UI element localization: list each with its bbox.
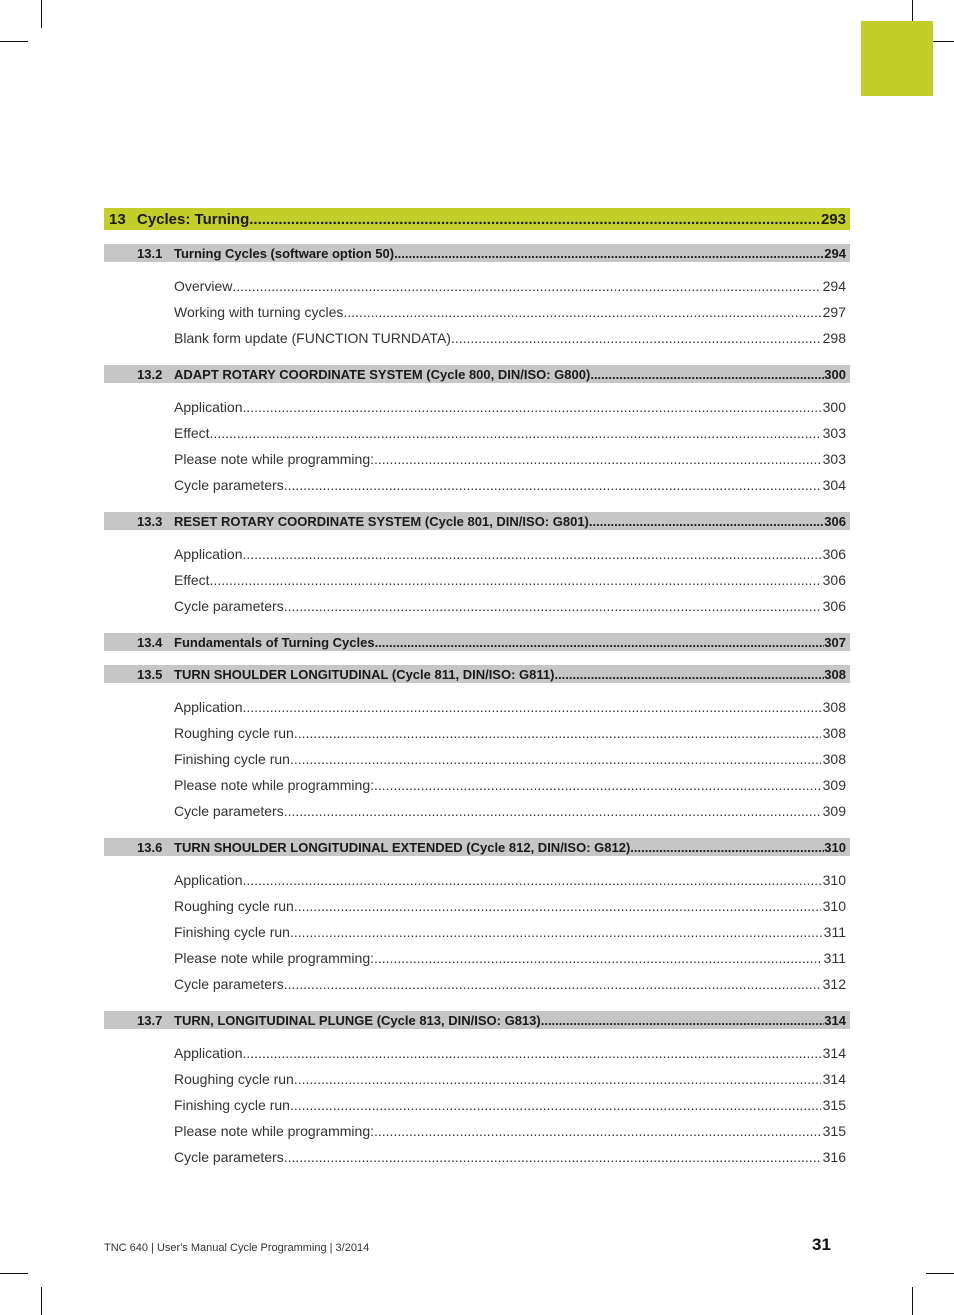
entry-title: Please note while programming:	[174, 451, 374, 467]
entry-list	[104, 867, 850, 997]
entry-title: Cycle parameters	[174, 803, 284, 819]
section-title: TURN SHOULDER LONGITUDINAL EXTENDED (Cycle 812, DIN/ISO: G812)	[174, 839, 631, 855]
dot-leader	[284, 1149, 821, 1165]
section-heading[interactable]	[104, 1011, 850, 1029]
entry-title: Finishing cycle run	[174, 1097, 290, 1113]
entry-title: Roughing cycle run	[174, 1071, 294, 1087]
toc-entry[interactable]	[104, 746, 850, 772]
section-list	[104, 244, 850, 1170]
entry-title: Effect	[174, 572, 210, 588]
section-number: 13.7	[137, 1012, 163, 1028]
section-title: ADAPT ROTARY COORDINATE SYSTEM (Cycle 800, DIN/ISO: G800)	[174, 366, 591, 382]
toc-entry[interactable]	[104, 541, 850, 567]
dot-leader	[374, 1123, 821, 1139]
entry-page: 311	[823, 924, 846, 940]
entry-page: 309	[822, 777, 846, 793]
section-title: Turning Cycles (software option 50)	[174, 245, 395, 261]
entry-title: Application	[174, 699, 243, 715]
section-heading[interactable]	[104, 365, 850, 383]
entry-list	[104, 541, 850, 619]
toc-entry[interactable]	[104, 694, 850, 720]
dot-leader	[284, 976, 821, 992]
dot-leader	[243, 546, 821, 562]
toc-entry[interactable]	[104, 299, 850, 325]
entry-page: 311	[823, 950, 846, 966]
entry-page: 298	[822, 330, 846, 346]
chapter-color-tab	[861, 21, 933, 96]
entry-page: 316	[822, 1149, 846, 1165]
section-number: 13.3	[137, 513, 163, 529]
entry-page: 315	[822, 1123, 846, 1139]
chapter-page: 293	[820, 210, 846, 228]
dot-leader	[290, 924, 822, 940]
toc-entry[interactable]	[104, 893, 850, 919]
entry-page: 315	[822, 1097, 846, 1113]
entry-title: Blank form update (FUNCTION TURNDATA)	[174, 330, 451, 346]
toc-entry[interactable]	[104, 945, 850, 971]
entry-title: Effect	[174, 425, 210, 441]
section-heading[interactable]	[104, 512, 850, 530]
entry-list	[104, 1040, 850, 1170]
chapter-heading[interactable]	[104, 208, 850, 230]
dot-leader	[394, 246, 824, 261]
dot-leader	[232, 278, 820, 294]
dot-leader	[451, 330, 821, 346]
entry-page: 306	[822, 598, 846, 614]
entry-title: Application	[174, 399, 243, 415]
toc-entry[interactable]	[104, 472, 850, 498]
dot-leader	[554, 667, 824, 682]
entry-page: 304	[822, 477, 846, 493]
toc-entry[interactable]	[104, 1144, 850, 1170]
crop-mark	[41, 0, 42, 28]
crop-mark	[0, 41, 28, 42]
section-page: 306	[824, 513, 846, 529]
dot-leader	[284, 598, 821, 614]
entry-page: 314	[822, 1045, 846, 1061]
entry-title: Cycle parameters	[174, 598, 284, 614]
section-title: TURN SHOULDER LONGITUDINAL (Cycle 811, DIN/ISO: G811)	[174, 666, 555, 682]
entry-page: 308	[822, 751, 846, 767]
entry-page: 312	[822, 976, 846, 992]
entry-title: Application	[174, 1045, 243, 1061]
toc-entry[interactable]	[104, 971, 850, 997]
dot-leader	[590, 367, 824, 382]
section-page: 300	[824, 366, 846, 382]
dot-leader	[374, 950, 822, 966]
crop-mark	[41, 1287, 42, 1315]
entry-list	[104, 273, 850, 351]
entry-title: Cycle parameters	[174, 477, 284, 493]
entry-page: 314	[822, 1071, 846, 1087]
dot-leader	[210, 572, 821, 588]
entry-title: Finishing cycle run	[174, 924, 290, 940]
dot-leader	[343, 304, 820, 320]
entry-page: 310	[822, 898, 846, 914]
entry-page: 306	[822, 572, 846, 588]
section-heading[interactable]	[104, 665, 850, 683]
page-number: 31	[812, 1235, 831, 1254]
entry-page: 310	[822, 872, 846, 888]
entry-page: 308	[822, 699, 846, 715]
table-of-contents	[104, 208, 850, 1176]
dot-leader	[630, 840, 824, 855]
entry-title: Cycle parameters	[174, 976, 284, 992]
dot-leader	[294, 898, 821, 914]
toc-entry[interactable]	[104, 325, 850, 351]
crop-mark	[926, 1273, 954, 1274]
toc-entry[interactable]	[104, 1066, 850, 1092]
toc-entry[interactable]	[104, 273, 850, 299]
section-title: Fundamentals of Turning Cycles	[174, 634, 375, 650]
entry-title: Roughing cycle run	[174, 725, 294, 741]
toc-entry[interactable]	[104, 567, 850, 593]
entry-title: Overview	[174, 278, 233, 294]
toc-entry[interactable]	[104, 420, 850, 446]
section-heading[interactable]	[104, 633, 850, 651]
dot-leader	[294, 725, 821, 741]
toc-entry[interactable]	[104, 1092, 850, 1118]
section-page: 294	[824, 245, 846, 261]
entry-page: 294	[822, 278, 846, 294]
dot-leader	[374, 777, 821, 793]
entry-page: 297	[822, 304, 846, 320]
dot-leader	[589, 514, 824, 529]
dot-leader	[243, 872, 821, 888]
section-heading[interactable]	[104, 244, 850, 262]
entry-page: 303	[822, 425, 846, 441]
section-title: TURN, LONGITUDINAL PLUNGE (Cycle 813, DIN/ISO: G813)	[174, 1012, 541, 1028]
dot-leader	[374, 451, 821, 467]
entry-page: 309	[822, 803, 846, 819]
entry-title: Please note while programming:	[174, 777, 374, 793]
toc-entry[interactable]	[104, 919, 850, 945]
entry-list	[104, 394, 850, 498]
section-page: 307	[824, 634, 846, 650]
entry-page: 308	[822, 725, 846, 741]
entry-page: 306	[822, 546, 846, 562]
toc-entry[interactable]	[104, 446, 850, 472]
footer-text: TNC 640 | User's Manual Cycle Programming | 3/2014	[104, 1242, 370, 1254]
toc-entry[interactable]	[104, 867, 850, 893]
toc-entry[interactable]	[104, 1040, 850, 1066]
entry-title: Working with turning cycles	[174, 304, 344, 320]
toc-entry[interactable]	[104, 593, 850, 619]
section-number: 13.4	[137, 634, 163, 650]
crop-mark	[0, 1273, 28, 1274]
dot-leader	[290, 1097, 821, 1113]
crop-mark	[912, 1287, 913, 1315]
dot-leader	[290, 751, 821, 767]
toc-entry[interactable]	[104, 772, 850, 798]
section-title: RESET ROTARY COORDINATE SYSTEM (Cycle 801, DIN/ISO: G801)	[174, 513, 589, 529]
toc-entry[interactable]	[104, 720, 850, 746]
entry-title: Application	[174, 872, 243, 888]
dot-leader	[249, 211, 819, 228]
toc-entry[interactable]	[104, 394, 850, 420]
dot-leader	[294, 1071, 821, 1087]
toc-entry[interactable]	[104, 1118, 850, 1144]
dot-leader	[284, 477, 821, 493]
section-page: 308	[824, 666, 846, 682]
dot-leader	[243, 399, 821, 415]
dot-leader	[375, 635, 825, 650]
section-number: 13.5	[137, 666, 163, 682]
entry-title: Cycle parameters	[174, 1149, 284, 1165]
dot-leader	[243, 699, 821, 715]
toc-entry[interactable]	[104, 798, 850, 824]
chapter-number: 13	[109, 210, 126, 228]
entry-title: Please note while programming:	[174, 950, 374, 966]
section-heading[interactable]	[104, 838, 850, 856]
section-number: 13.6	[137, 839, 163, 855]
entry-title: Application	[174, 546, 243, 562]
entry-page: 300	[822, 399, 846, 415]
entry-page: 303	[822, 451, 846, 467]
dot-leader	[284, 803, 821, 819]
entry-title: Finishing cycle run	[174, 751, 290, 767]
dot-leader	[541, 1013, 825, 1028]
section-number: 13.1	[137, 245, 163, 261]
dot-leader	[210, 425, 821, 441]
section-page: 314	[824, 1012, 846, 1028]
section-page: 310	[824, 839, 846, 855]
dot-leader	[243, 1045, 821, 1061]
entry-title: Roughing cycle run	[174, 898, 294, 914]
entry-list	[104, 694, 850, 824]
entry-title: Please note while programming:	[174, 1123, 374, 1139]
section-number: 13.2	[137, 366, 163, 382]
chapter-title: Cycles: Turning	[137, 210, 250, 228]
